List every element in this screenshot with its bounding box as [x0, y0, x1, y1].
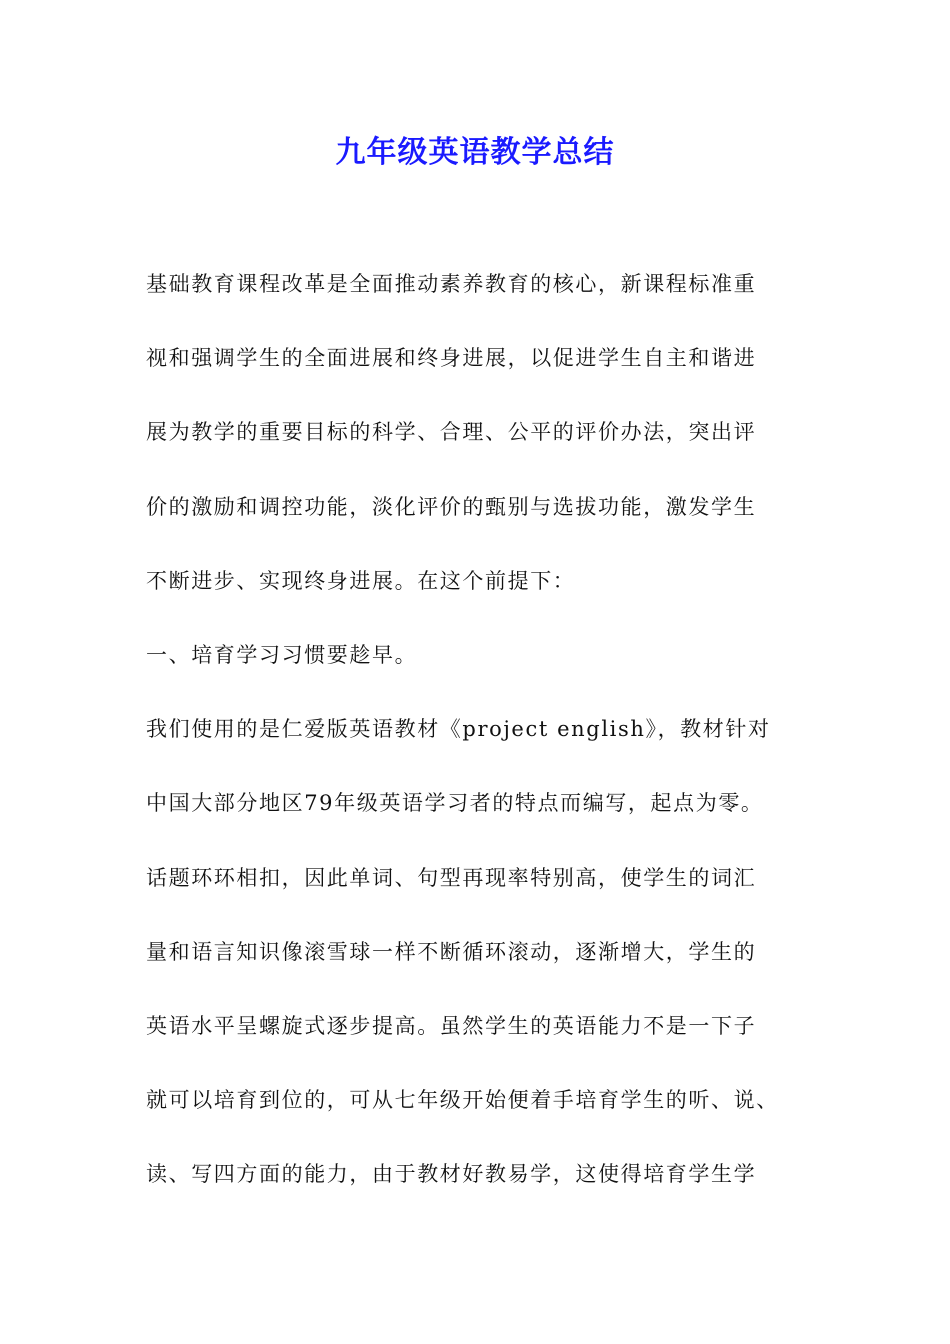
text-line: 展为教学的重要目标的科学、合理、公平的评价办法，突出评 [146, 420, 757, 445]
document-title: 九年级英语教学总结 [335, 135, 615, 170]
text-line: 价的激励和调控功能，淡化评价的甄别与选拔功能，激发学生 [146, 494, 757, 519]
text-line: 读、写四方面的能力，由于教材好教易学，这使得培育学生学 [146, 1162, 757, 1187]
text-line: 中国大部分地区79年级英语学习者的特点而编写，起点为零。 [146, 791, 764, 816]
section-heading: 一、培育学习习惯要趁早。 [146, 642, 418, 667]
text-line: 量和语言知识像滚雪球一样不断循环滚动，逐渐增大，学生的 [146, 939, 757, 964]
text-line: 就可以培育到位的，可从七年级开始便着手培育学生的听、说、 [146, 1088, 779, 1113]
document-body [146, 264, 846, 1228]
text-line: 不断进步、实现终身进展。在这个前提下： [146, 568, 576, 593]
text-line: 视和强调学生的全面进展和终身进展，以促进学生自主和谐进 [146, 346, 757, 371]
text-line: 基础教育课程改革是全面推动素养教育的核心，新课程标准重 [146, 272, 757, 296]
text-line: 英语水平呈螺旋式逐步提高。虽然学生的英语能力不是一下子 [146, 1013, 757, 1038]
text-line: 话题环环相扣，因此单词、句型再现率特别高，使学生的词汇 [146, 865, 757, 890]
text-line: 我们使用的是仁爱版英语教材《project english》，教材针对 [146, 717, 771, 742]
